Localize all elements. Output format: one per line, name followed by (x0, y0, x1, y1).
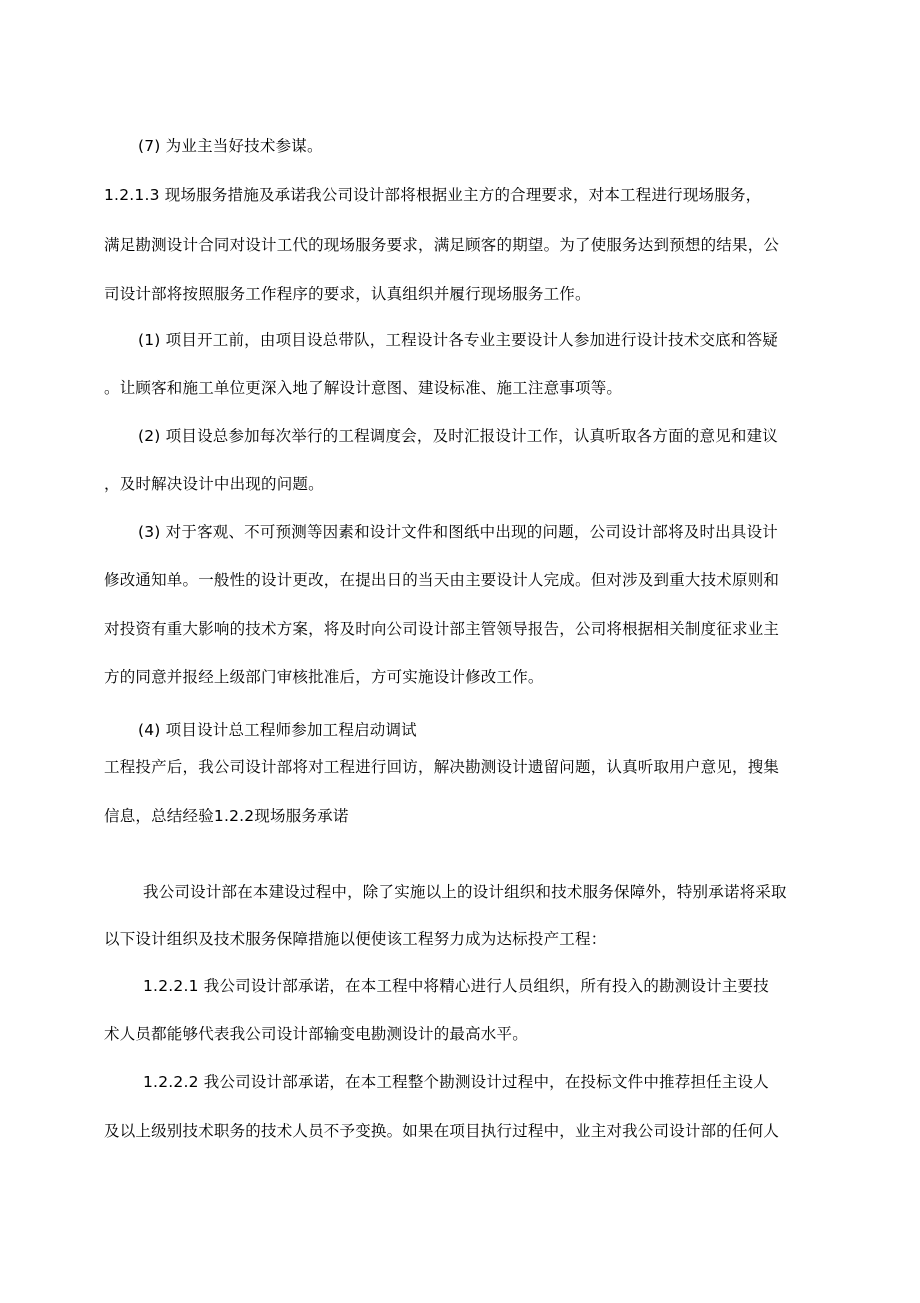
text-line: (1) 项目开工前，由项目设总带队，工程设计各专业主要设计人参加进行设计技术交底和答疑 (138, 331, 778, 349)
text-line: 信息，总结经验1.2.2现场服务承诺 (104, 807, 349, 825)
text-line: 术人员都能够代表我公司设计部输变电勘测设计的最高水平。 (104, 1025, 528, 1043)
text-line: (7) 为业主当好技术参谋。 (138, 137, 323, 155)
text-line: (2) 项目设总参加每次举行的工程调度会，及时汇报设计工作，认真听取各方面的意见和建议 (138, 427, 778, 445)
text-line: 及以上级别技术职务的技术人员不予变换。如果在项目执行过程中，业主对我公司设计部的任何人 (104, 1122, 780, 1140)
text-line: 司设计部将按照服务工作程序的要求，认真组织并履行现场服务工作。 (104, 285, 591, 303)
text-line: 。让顾客和施工单位更深入地了解设计意图、建设标准、施工注意事项等。 (104, 379, 623, 397)
text-line: 对投资有重大影响的技术方案，将及时向公司设计部主管领导报告，公司将根据相关制度征求业主 (104, 620, 780, 638)
text-line: 满足勘测设计合同对设计工代的现场服务要求，满足顾客的期望。为了使服务达到预想的结果，公 (104, 236, 780, 254)
text-line: ，及时解决设计中出现的问题。 (104, 475, 324, 493)
text-line: 以下设计组织及技术服务保障措施以便使该工程努力成为达标投产工程： (104, 930, 607, 948)
text-line: 修改通知单。一般性的设计更改，在提出日的当天由主要设计人完成。但对涉及到重大技术原则和 (104, 571, 780, 589)
text-line: (4) 项目设计总工程师参加工程启动调试 (138, 721, 417, 739)
text-line: (3) 对于客观、不可预测等因素和设计文件和图纸中出现的问题，公司设计部将及时出具设计 (138, 523, 778, 541)
text-line: 工程投产后，我公司设计部将对工程进行回访，解决勘测设计遗留问题，认真听取用户意见，搜集 (104, 758, 780, 776)
text-line: 方的同意并报经上级部门审核批准后，方可实施设计修改工作。 (104, 668, 544, 686)
text-line: 我公司设计部在本建设过程中，除了实施以上的设计组织和技术服务保障外，特别承诺将采取 (143, 883, 787, 901)
text-line: 1.2.1.3 现场服务措施及承诺我公司设计部将根据业主方的合理要求，对本工程进行现场服务， (104, 186, 762, 204)
text-line: 1.2.2.2 我公司设计部承诺，在本工程整个勘测设计过程中，在投标文件中推荐担任主设人 (143, 1073, 769, 1091)
text-line: 1.2.2.1 我公司设计部承诺，在本工程中将精心进行人员组织，所有投入的勘测设计主要技 (143, 977, 769, 995)
